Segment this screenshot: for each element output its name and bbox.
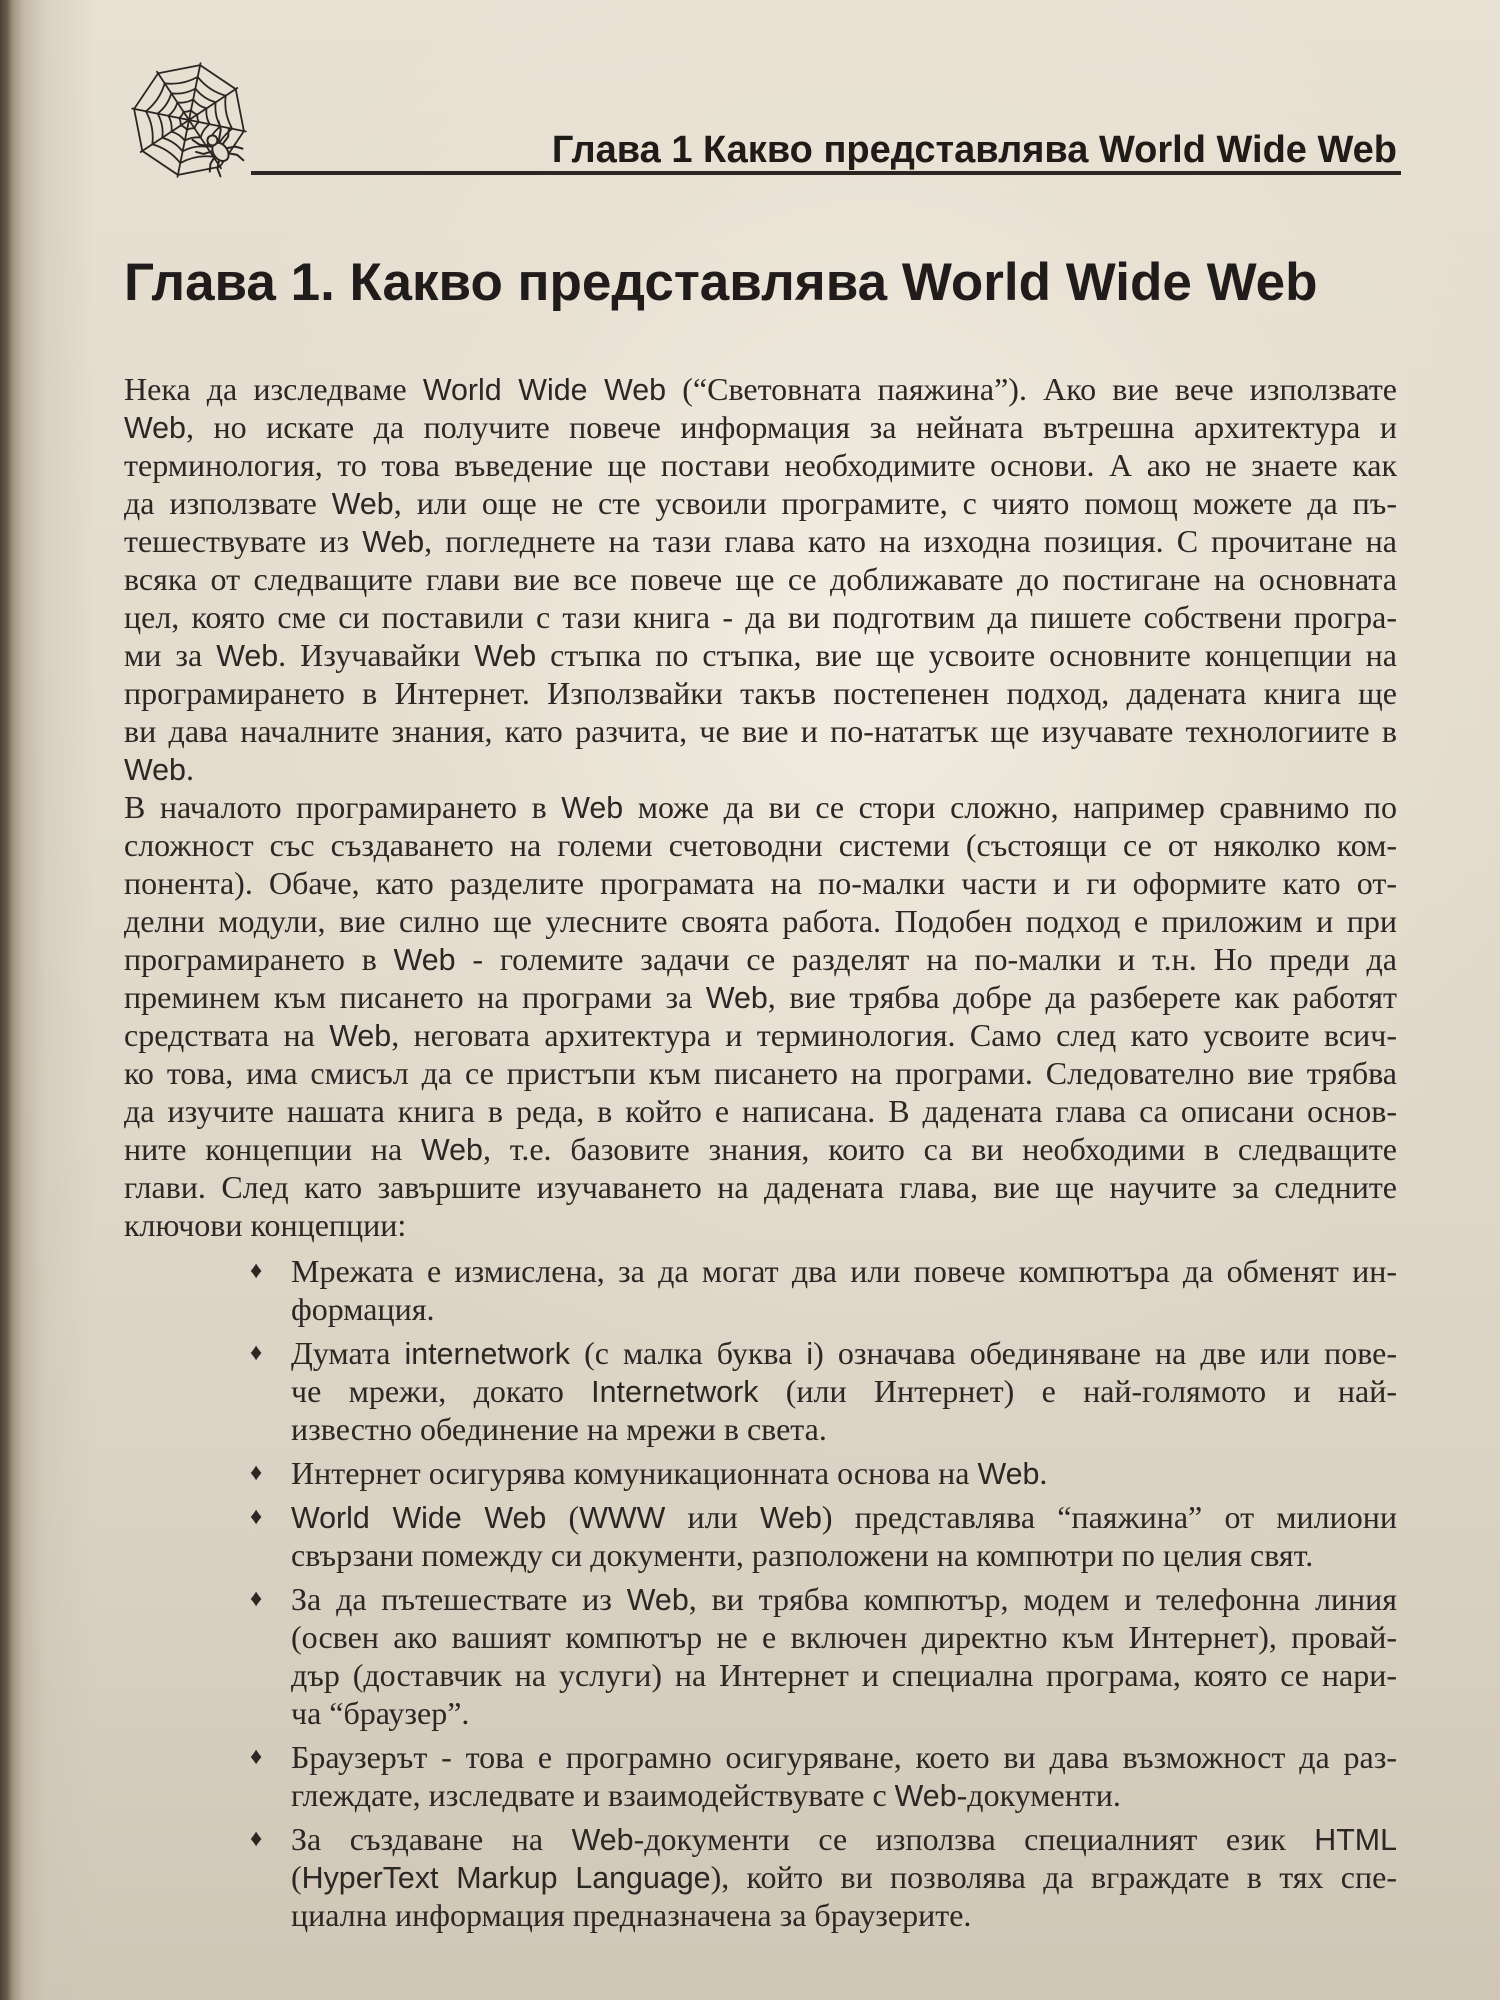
latin-term: Web	[393, 943, 456, 977]
paragraph-line: тешествувате из Web, погледнете на тази глава като на изходна позиция. С прочитане на	[124, 523, 1398, 559]
latin-term: Web	[474, 639, 537, 673]
latin-term: Web	[124, 753, 186, 787]
latin-term: internetwork	[404, 1337, 570, 1371]
paragraph-line: цел, която сме си поставили с тази книга - да ви подготвим да пишете собствени програ-	[124, 599, 1397, 635]
paragraph-1	[124, 370, 1397, 788]
bullet-line: ча “браузер”.	[291, 1695, 470, 1731]
bullet-line: формация.	[291, 1291, 435, 1327]
paragraph-line: програмирането в Интернет. Използвайки такъв постепенен подход, дадената книга ще	[124, 675, 1397, 711]
latin-term: Web	[705, 981, 768, 1015]
paragraph-line: терминология, то това въведение ще постави необходимите основи. А ако не знаете как	[124, 447, 1397, 483]
latin-term: Web	[362, 525, 425, 559]
bullet-line: За създаване на Web-документи се използва специалният език HTML	[291, 1821, 1398, 1857]
paragraph-line: ко това, има смисъл да се пристъпи към писането на програми. Следователно вие трябва	[124, 1055, 1397, 1091]
paragraph-line: ви дава началните знания, като разчита, че вие и по-нататък ще изучавате технологиите в	[124, 713, 1397, 749]
paragraph-line: Нека да изследваме World Wide Web (“Световната паяжина”). Ако вие вече използвате	[124, 371, 1398, 407]
bullet-line: Мрежата е измислена, за да могат два или повече компютъра да обменят ин-	[291, 1253, 1397, 1289]
bullet-item	[124, 1252, 1397, 1328]
paragraph-line: програмирането в Web - големите задачи се разделят на по-малки и т.н. Но преди да	[124, 941, 1398, 977]
latin-term: HTML	[1314, 1823, 1398, 1857]
running-header: Глава 1 Какво представлява World Wide Web	[551, 129, 1397, 171]
paragraph-line: Web.	[124, 751, 194, 787]
paragraph-line: сложност със създаването на големи счетоводни системи (състоящи се от няколко ком-	[124, 827, 1397, 863]
latin-term: Web	[561, 791, 624, 825]
bullet-line: че мрежи, докато Internetwork (или Интернет) е най-голямото и най-	[291, 1373, 1398, 1409]
latin-term: Web	[626, 1583, 689, 1617]
latin-term: Web	[571, 1823, 634, 1857]
latin-term: HyperText Markup Language	[301, 1861, 711, 1895]
latin-term: Internetwork	[591, 1375, 759, 1409]
paragraph-line: ми за Web. Изучавайки Web стъпка по стъпка, вие ще усвоите основните концепции на	[124, 637, 1398, 673]
chapter-body	[124, 370, 1397, 1934]
latin-term: Web	[216, 639, 279, 673]
bullet-item	[124, 1454, 1397, 1492]
latin-term: Web	[759, 1501, 822, 1535]
bullet-item	[124, 1498, 1397, 1574]
bullet-line: Браузерът - това е програмно осигуряване, което ви дава възможност да раз-	[291, 1739, 1397, 1775]
latin-term: Web	[894, 1779, 957, 1813]
bullet-item	[124, 1738, 1397, 1814]
diamond-bullet-icon: ♦	[250, 1743, 263, 1770]
bullet-line: (освен ако вашият компютър не е включен директно към Интернет), провай-	[291, 1619, 1397, 1655]
chapter-title: Глава 1. Какво представлява World Wide Web	[124, 253, 1318, 312]
diamond-bullet-icon: ♦	[250, 1825, 263, 1852]
paragraph-line: преминем към писането на програми за Web, вие трябва добре да разберете как работят	[124, 979, 1398, 1015]
latin-term: WWW	[579, 1501, 666, 1535]
latin-term: Web	[331, 487, 394, 521]
page-gutter-shadow	[0, 0, 95, 2000]
bullet-item	[124, 1334, 1397, 1448]
key-concepts-list	[124, 1252, 1397, 1934]
diamond-bullet-icon: ♦	[250, 1257, 263, 1284]
bullet-line: дър (доставчик на услуги) на Интернет и специална програма, която се нари-	[291, 1657, 1397, 1693]
bullet-line: (HyperText Markup Language), който ви позволява да вграждате в тях спе-	[291, 1859, 1397, 1895]
diamond-bullet-icon: ♦	[250, 1459, 263, 1486]
paragraph-line: ните концепции на Web, т.е. базовите знания, които са ви необходими в следващите	[124, 1131, 1398, 1167]
latin-term: i	[806, 1337, 814, 1371]
bullet-line: Думата internetwork (с малка буква i) означава обединяване на две или пове-	[291, 1335, 1398, 1371]
latin-term: World Wide Web	[422, 373, 667, 407]
bullet-line: За да пътешествате из Web, ви трябва компютър, модем и телефонна линия	[291, 1581, 1398, 1617]
latin-term: World Wide Web	[291, 1501, 547, 1535]
paragraph-line: понента). Обаче, като разделите програмата на по-малки части и ги оформите като от-	[124, 865, 1397, 901]
paragraph-line: В началото програмирането в Web може да ви се стори сложно, например сравнимо по	[124, 789, 1398, 825]
bullet-line: известно обединение на мрежи в света.	[291, 1411, 827, 1447]
bullet-line: свързани помежду си документи, разположени на компютри по целия свят.	[291, 1537, 1314, 1573]
bullet-line: Интернет осигурява комуникационната основа на Web.	[291, 1455, 1048, 1491]
web-spoke	[141, 120, 189, 152]
paragraph-line: Web, но искате да получите повече информация за нейната вътрешна архитектура и	[124, 409, 1397, 445]
paragraph-line: делни модули, вие силно ще улесните своята работа. Подобен подход е приложим и при	[124, 903, 1397, 939]
paragraph-2	[124, 788, 1397, 1244]
bullet-line: глеждате, изследвате и взаимодействувате с Web-документи.	[291, 1777, 1121, 1813]
web-spoke	[157, 72, 189, 120]
latin-term: Web	[329, 1019, 392, 1053]
paragraph-line: всяка от следващите глави вие все повече ще се доближавате до постигане на основната	[124, 561, 1397, 597]
web-spoke	[189, 88, 237, 120]
latin-term: Web	[421, 1133, 483, 1167]
paragraph-line: средствата на Web, неговата архитектура и терминология. Само след като усвоите всич-	[124, 1017, 1397, 1053]
paragraph-line: ключови концепции:	[124, 1207, 407, 1243]
latin-term: Web	[977, 1457, 1040, 1491]
bullet-item	[124, 1820, 1397, 1934]
paragraph-line: глави. След като завършите изучаването на дадената глава, вие ще научите за следните	[124, 1169, 1397, 1205]
paragraph-line: да използвате Web, или още не сте усвоили програмите, с чиято помощ можете да пъ-	[124, 485, 1397, 521]
bullet-line: циална информация предназначена за браузерите.	[291, 1897, 972, 1933]
diamond-bullet-icon: ♦	[250, 1339, 263, 1366]
diamond-bullet-icon: ♦	[250, 1503, 263, 1530]
spider-web-icon	[128, 59, 250, 181]
bullet-item	[124, 1580, 1397, 1732]
latin-term: Web	[124, 411, 186, 445]
paragraph-line: да изучите нашата книга в реда, в който е написана. В дадената глава са описани основ-	[124, 1093, 1397, 1129]
bullet-line: World Wide Web (WWW или Web) представлява “паяжина” от милиони	[291, 1499, 1397, 1535]
diamond-bullet-icon: ♦	[250, 1585, 263, 1612]
header-rule	[251, 171, 1401, 175]
